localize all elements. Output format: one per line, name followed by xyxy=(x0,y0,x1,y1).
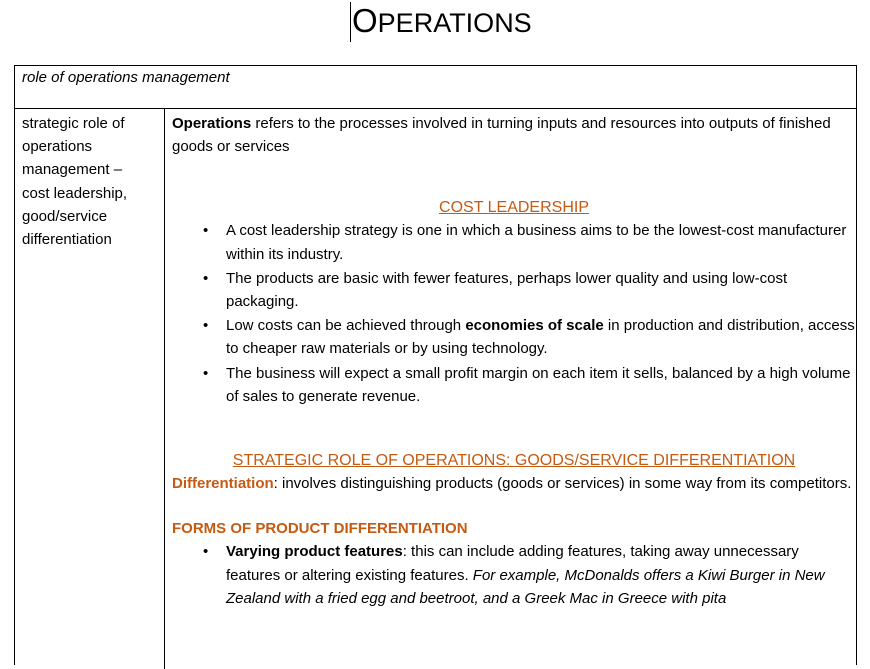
bullet-icon: • xyxy=(203,317,209,335)
list-item xyxy=(172,540,856,610)
list-item xyxy=(172,219,856,265)
content-cell xyxy=(172,112,856,611)
list-item-text: The products are basic with fewer features, perhaps lower quality and using low-cost packaging. xyxy=(226,269,788,311)
differentiation-heading: STRATEGIC ROLE OF OPERATIONS: GOODS/SERVICE DIFFERENTIATION xyxy=(232,452,796,470)
topic-line: good/service xyxy=(22,207,108,225)
topic-cell xyxy=(22,112,160,251)
topic-line: cost leadership, xyxy=(22,184,128,202)
differentiation-definition: : involves distinguishing products (goods or services) in some way from its competitors. xyxy=(273,475,852,493)
cost-leadership-list xyxy=(172,219,856,408)
intro-text: refers to the processes involved in turning inputs and resources into outputs of finished goods or services xyxy=(172,115,831,156)
content-table xyxy=(14,65,857,665)
bullet-icon: • xyxy=(203,269,209,287)
table-header-row xyxy=(15,66,856,109)
cost-leadership-heading: COST LEADERSHIP xyxy=(439,199,589,217)
list-item xyxy=(172,267,856,313)
list-item-text: in production and distribution, access to cheaper raw materials or by using technology. xyxy=(226,317,855,358)
list-item-text: A cost leadership strategy is one in which a business aims to be the lowest-cost manufacturer within its industry. xyxy=(226,222,847,263)
bullet-icon: • xyxy=(203,222,209,240)
differentiation-term: Differentiation xyxy=(172,475,274,493)
intro-paragraph xyxy=(172,112,856,158)
title-rest: PERATIONS xyxy=(377,8,532,38)
forms-list xyxy=(172,540,856,610)
topic-line: strategic role of xyxy=(22,115,125,132)
list-item-bold: Varying product features xyxy=(226,543,403,561)
list-item-text: Low costs can be achieved through xyxy=(226,317,466,335)
bullet-icon: • xyxy=(203,364,209,382)
list-item-text: The business will expect a small profit margin on each item it sells, balanced by a high volume of sales to generate revenue. xyxy=(226,364,851,405)
list-item xyxy=(172,362,856,408)
title-initial: O xyxy=(352,2,378,39)
list-item-text: : this can include adding features, taking away unnecessary features or altering existing features. xyxy=(226,543,799,584)
text-cursor xyxy=(350,2,351,42)
bullet-icon: • xyxy=(203,543,209,561)
table-header-text: role of operations management xyxy=(22,69,230,86)
list-item-example: For example, McDonalds offers a Kiwi Burger in New Zealand with a fried egg and beetroot, and a Greek Mac in Greece with pita xyxy=(226,566,825,607)
intro-term: Operations xyxy=(172,115,252,132)
list-item xyxy=(172,314,856,360)
list-item-bold: economies of scale xyxy=(465,317,604,335)
topic-line: management – xyxy=(22,161,123,179)
column-divider xyxy=(164,109,165,669)
forms-heading: FORMS OF PRODUCT DIFFERENTIATION xyxy=(172,520,468,538)
topic-line: operations xyxy=(22,138,93,156)
topic-line: differentiation xyxy=(22,231,112,249)
document-title xyxy=(352,2,532,42)
differentiation-paragraph xyxy=(172,472,856,495)
